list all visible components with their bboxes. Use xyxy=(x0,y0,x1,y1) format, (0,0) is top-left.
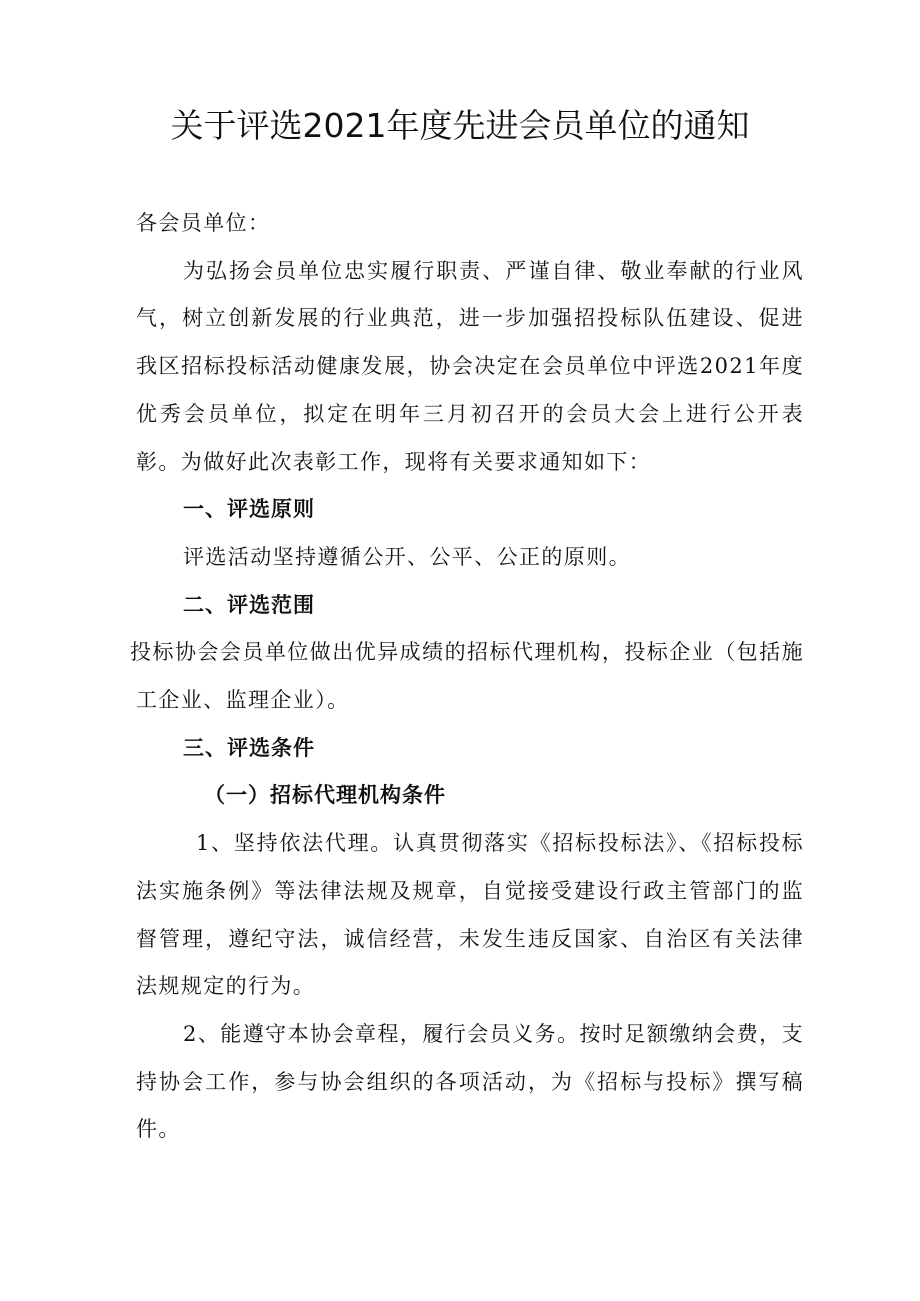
condition-item-1: 1、坚持依法代理。认真贯彻落实《招标投标法》、《招标投标法实施条例》等法律法规及规章，自觉接受建设行政主管部门的监督管理，遵纪守法，诚信经营，未发生违反国家、自治区有关法律法规规定的行为。 xyxy=(136,831,804,999)
section-1-heading: 一、评选原则 xyxy=(183,497,315,522)
section-2-text: 投标协会会员单位做出优异成绩的招标代理机构，投标企业（包括施工企业、监理企业）。 xyxy=(130,640,804,713)
section-3-heading: 三、评选条件 xyxy=(183,735,315,760)
intro-paragraph: 为弘扬会员单位忠实履行职责、严谨自律、敬业奉献的行业风气，树立创新发展的行业典范，进一步加强招投标队伍建设、促进我区招标投标活动健康发展，协会决定在会员单位中评选2021年度优秀会员单位，拟定在明年三月初召开的会员大会上进行公开表彰。为做好此次表彰工作，现将有关要求通知如下： xyxy=(136,258,804,474)
section-1-text: 评选活动坚持遵循公开、公平、公正的原则。 xyxy=(183,544,631,569)
salutation: 各会员单位： xyxy=(136,211,271,235)
document-title: 关于评选2021年度先进会员单位的通知 xyxy=(170,106,750,145)
section-2-heading: 二、评选范围 xyxy=(183,592,315,617)
condition-item-2: 2、能遵守本协会章程，履行会员义务。按时足额缴纳会费，支持协会工作，参与协会组织的各项活动，为《招标与投标》撰写稿件。 xyxy=(136,1021,804,1142)
document-body xyxy=(130,200,804,1154)
section-3-subheading: （一）招标代理机构条件 xyxy=(204,783,446,808)
